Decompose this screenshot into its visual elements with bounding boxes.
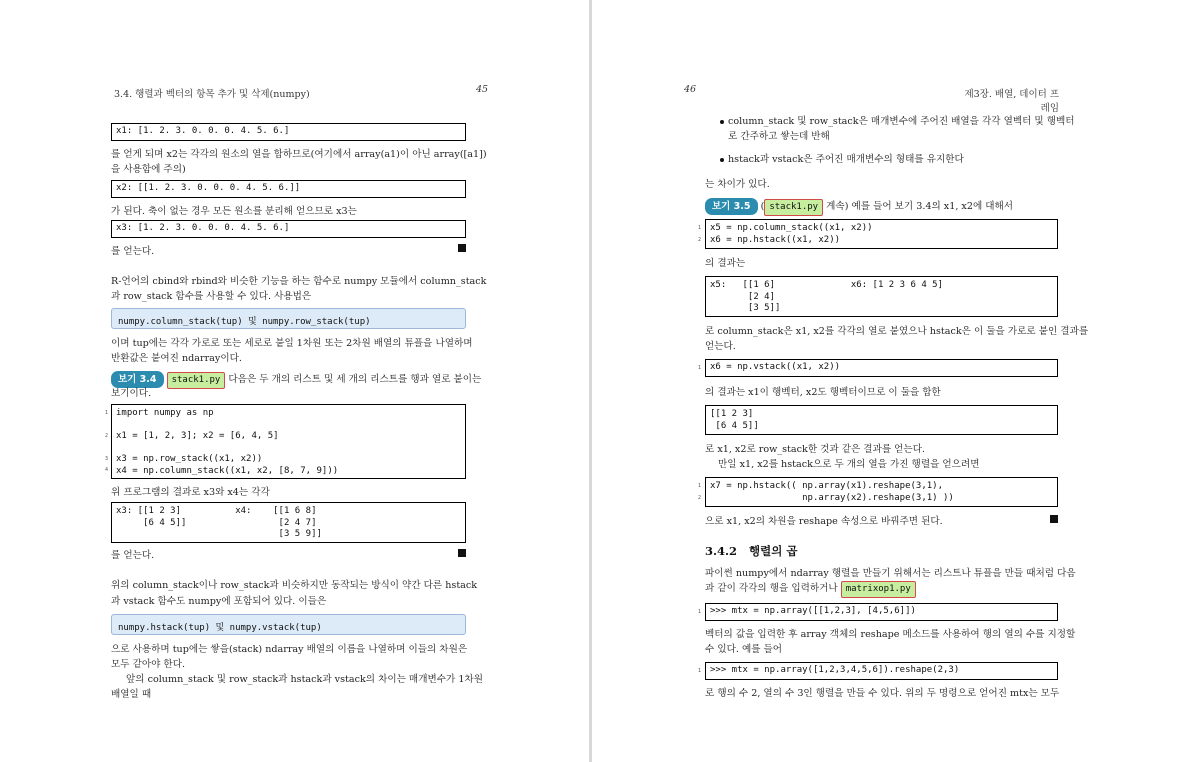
paragraph-line: 반환값은 붙여진 ndarray이다.	[111, 353, 242, 364]
paragraph-line: 는 차이가 있다.	[705, 179, 770, 190]
usage-box-column-row-stack: numpy.column_stack(tup) 및 numpy.row_stack(tup)	[111, 308, 466, 329]
code-listing: x7 = np.hstack(( np.array(x1).reshape(3,1), np.array(x2).reshape(3,1) ))	[705, 477, 1058, 507]
line-number: 2	[105, 433, 109, 439]
code-listing: >>> mtx = np.array([[1,2,3], [4,5,6]])	[705, 603, 1058, 621]
line-number: 1	[698, 365, 702, 371]
code-listing: >>> mtx = np.array([1,2,3,4,5,6]).reshape(2,3)	[705, 662, 1058, 680]
paragraph-line: 위의 column_stack이나 row_stack과 비슷하지만 동작되는 방식이 약간 다른 hstack	[111, 580, 478, 591]
paragraph-line: 이며 tup에는 각각 가로로 또는 세로로 붙일 1차원 또는 2차원 배열의 튜플을 나열하며	[111, 338, 473, 349]
paragraph-line: 수 있다. 예를 들어	[705, 644, 783, 655]
output-box-x2: x2: [[1. 2. 3. 0. 0. 0. 4. 5. 6.]]	[111, 180, 466, 198]
paragraph-line: 을 사용함에 주의)	[111, 164, 186, 175]
paragraph-line: 가 된다. 축이 없는 경우 모든 원소를 분리해 얻으므로 x3는	[111, 206, 357, 217]
paragraph-line: 의 결과는 x1이 행벡터, x2도 행벡터이므로 이 둘을 합한	[705, 387, 941, 398]
paragraph-line: 으로 사용하며 tup에는 쌓을(stack) ndarray 배열의 이름을 나열하며 이들의 차원은	[111, 644, 468, 655]
code-listing: import numpy as np x1 = [1, 2, 3]; x2 = [6, 4, 5] x3 = np.row_stack((x1, x2)) x4 = np.column_stack((x1, x2, [8, 7, 9]))	[111, 404, 466, 479]
line-number: 1	[698, 668, 702, 674]
example-description: 계속) 예를 들어 보기 3.4의 x1, x2에 대해서	[826, 201, 1014, 212]
paragraph-line: 배열일 때	[111, 689, 152, 700]
example-tag: 보기 3.4	[111, 371, 164, 388]
bullet-text: column_stack 및 row_stack은 매개변수에 주어진 배열을 각각 열벡터 및 행벡터	[728, 116, 1075, 127]
paragraph-line: 의 결과는	[705, 258, 746, 269]
paragraph-line: R-언어의 cbind와 rbind와 비슷한 기능을 하는 함수로 numpy 모듈에서 column_stack	[111, 276, 487, 287]
output-box-x3: x3: [1. 2. 3. 0. 0. 0. 4. 5. 6.]	[111, 220, 466, 238]
line-number: 1	[698, 483, 702, 489]
output-box-vstack: [[1 2 3] [6 4 5]]	[705, 405, 1058, 435]
line-number: 1	[105, 410, 109, 416]
line-number: 2	[698, 237, 702, 243]
paragraph-line: 으로 x1, x2의 차원을 reshape 속성으로 바꿔주면 된다.	[705, 516, 943, 527]
page-number: 45	[476, 84, 489, 95]
example-description: 다음은 두 개의 리스트 및 세 개의 리스트를 행과 열로 붙이는	[228, 374, 482, 385]
code-listing: x6 = np.vstack((x1, x2))	[705, 359, 1058, 377]
line-number: 2	[698, 495, 702, 501]
right-page	[592, 0, 1181, 762]
paragraph-line: 로 행의 수 2, 열의 수 3인 행렬을 만들 수 있다. 위의 두 명령으로 얻어진 mtx는 모두	[705, 688, 1060, 699]
end-of-example-mark	[458, 549, 466, 557]
source-file-badge: matrixop1.py	[841, 581, 916, 598]
paragraph-line: 앞의 column_stack 및 row_stack과 hstack과 vstack의 차이는 매개변수가 1차원	[126, 674, 483, 685]
example-heading: 보기 3.5 ( stack1.py 계속) 예를 들어 보기 3.4의 x1, x2에 대해서	[705, 198, 1013, 216]
left-page	[0, 0, 589, 762]
running-header: 제3장. 배열, 데이터 프레임	[964, 89, 1059, 114]
line-number: 1	[698, 225, 702, 231]
paragraph-line: 를 얻게 되며 x2는 각각의 원소의 열을 합하므로(여기에서 array(a1)이 아닌 array([a1])	[111, 149, 487, 160]
line-number: 3	[105, 456, 109, 462]
code-listing: x5 = np.column_stack((x1, x2)) x6 = np.hstack((x1, x2))	[705, 219, 1058, 249]
section-title: 행렬의 곱	[749, 544, 798, 558]
running-header: 3.4. 행렬과 벡터의 항목 추가 및 삭제(numpy)	[114, 89, 310, 100]
paragraph-line: 를 얻는다.	[111, 550, 155, 561]
source-file-badge: stack1.py	[764, 199, 823, 216]
end-of-example-mark	[1050, 515, 1058, 523]
section-number: 3.4.2	[705, 544, 738, 558]
source-file-badge: stack1.py	[167, 372, 226, 389]
bullet-text: hstack과 vstack은 주어진 매개변수의 형태를 유지한다	[728, 154, 964, 165]
output-box-x5-x6: x5: [[1 6] x6: [1 2 3 6 4 5] [2 4] [3 5]]	[705, 276, 1058, 317]
paragraph-line: 를 얻는다.	[111, 246, 155, 257]
line-number: 1	[698, 609, 702, 615]
usage-box-hstack-vstack: numpy.hstack(tup) 및 numpy.vstack(tup)	[111, 614, 466, 635]
output-box-x3-x4: x3: [[1 2 3] x4: [[1 6 8] [6 4 5]] [2 4 7] [3 5 9]]	[111, 502, 466, 543]
paragraph-line: 만일 x1, x2를 hstack으로 두 개의 열을 가진 행렬을 얻으려면	[718, 459, 980, 470]
paragraph-line: 로 x1, x2로 row_stack한 것과 같은 결과를 얻는다.	[705, 444, 926, 455]
output-box-x1: x1: [1. 2. 3. 0. 0. 0. 4. 5. 6.]	[111, 123, 466, 141]
paragraph-line: 과 row_stack 함수를 사용할 수 있다. 사용법은	[111, 291, 312, 302]
paragraph-line: 얻는다.	[705, 341, 736, 352]
paragraph-line: 과 vstack 함수도 numpy에 포함되어 있다. 이들은	[111, 596, 327, 607]
paragraph-line: 과 같이 각각의 행을 입력하거나 matrixop1.py	[705, 581, 916, 598]
bullet-icon	[720, 120, 724, 124]
end-of-example-mark	[458, 244, 466, 252]
bullet-icon	[720, 158, 724, 162]
bullet-text: 로 간주하고 쌓는데 반해	[728, 131, 830, 142]
paragraph-line: 위 프로그램의 결과로 x3와 x4는 각각	[111, 487, 270, 498]
section-heading	[705, 543, 797, 559]
paragraph-line: 벡터의 값을 입력한 후 array 객체의 reshape 메소드를 사용하여 행의 열의 수를 지정할	[705, 629, 1076, 640]
example-heading	[111, 371, 481, 389]
paragraph-line: 모두 같아야 한다.	[111, 659, 186, 670]
paragraph-line: 보기이다.	[111, 388, 152, 399]
line-number: 4	[105, 467, 109, 473]
paragraph-line: 로 column_stack은 x1, x2를 각각의 열로 붙였으나 hstack은 이 둘을 가로로 붙인 결과를	[705, 326, 1089, 337]
page-number: 46	[684, 84, 697, 95]
example-tag: 보기 3.5	[705, 198, 758, 215]
paragraph-line: 파이썬 numpy에서 ndarray 행렬을 만들기 위해서는 리스트나 튜플을 만들 때처럼 다음	[705, 568, 1076, 579]
